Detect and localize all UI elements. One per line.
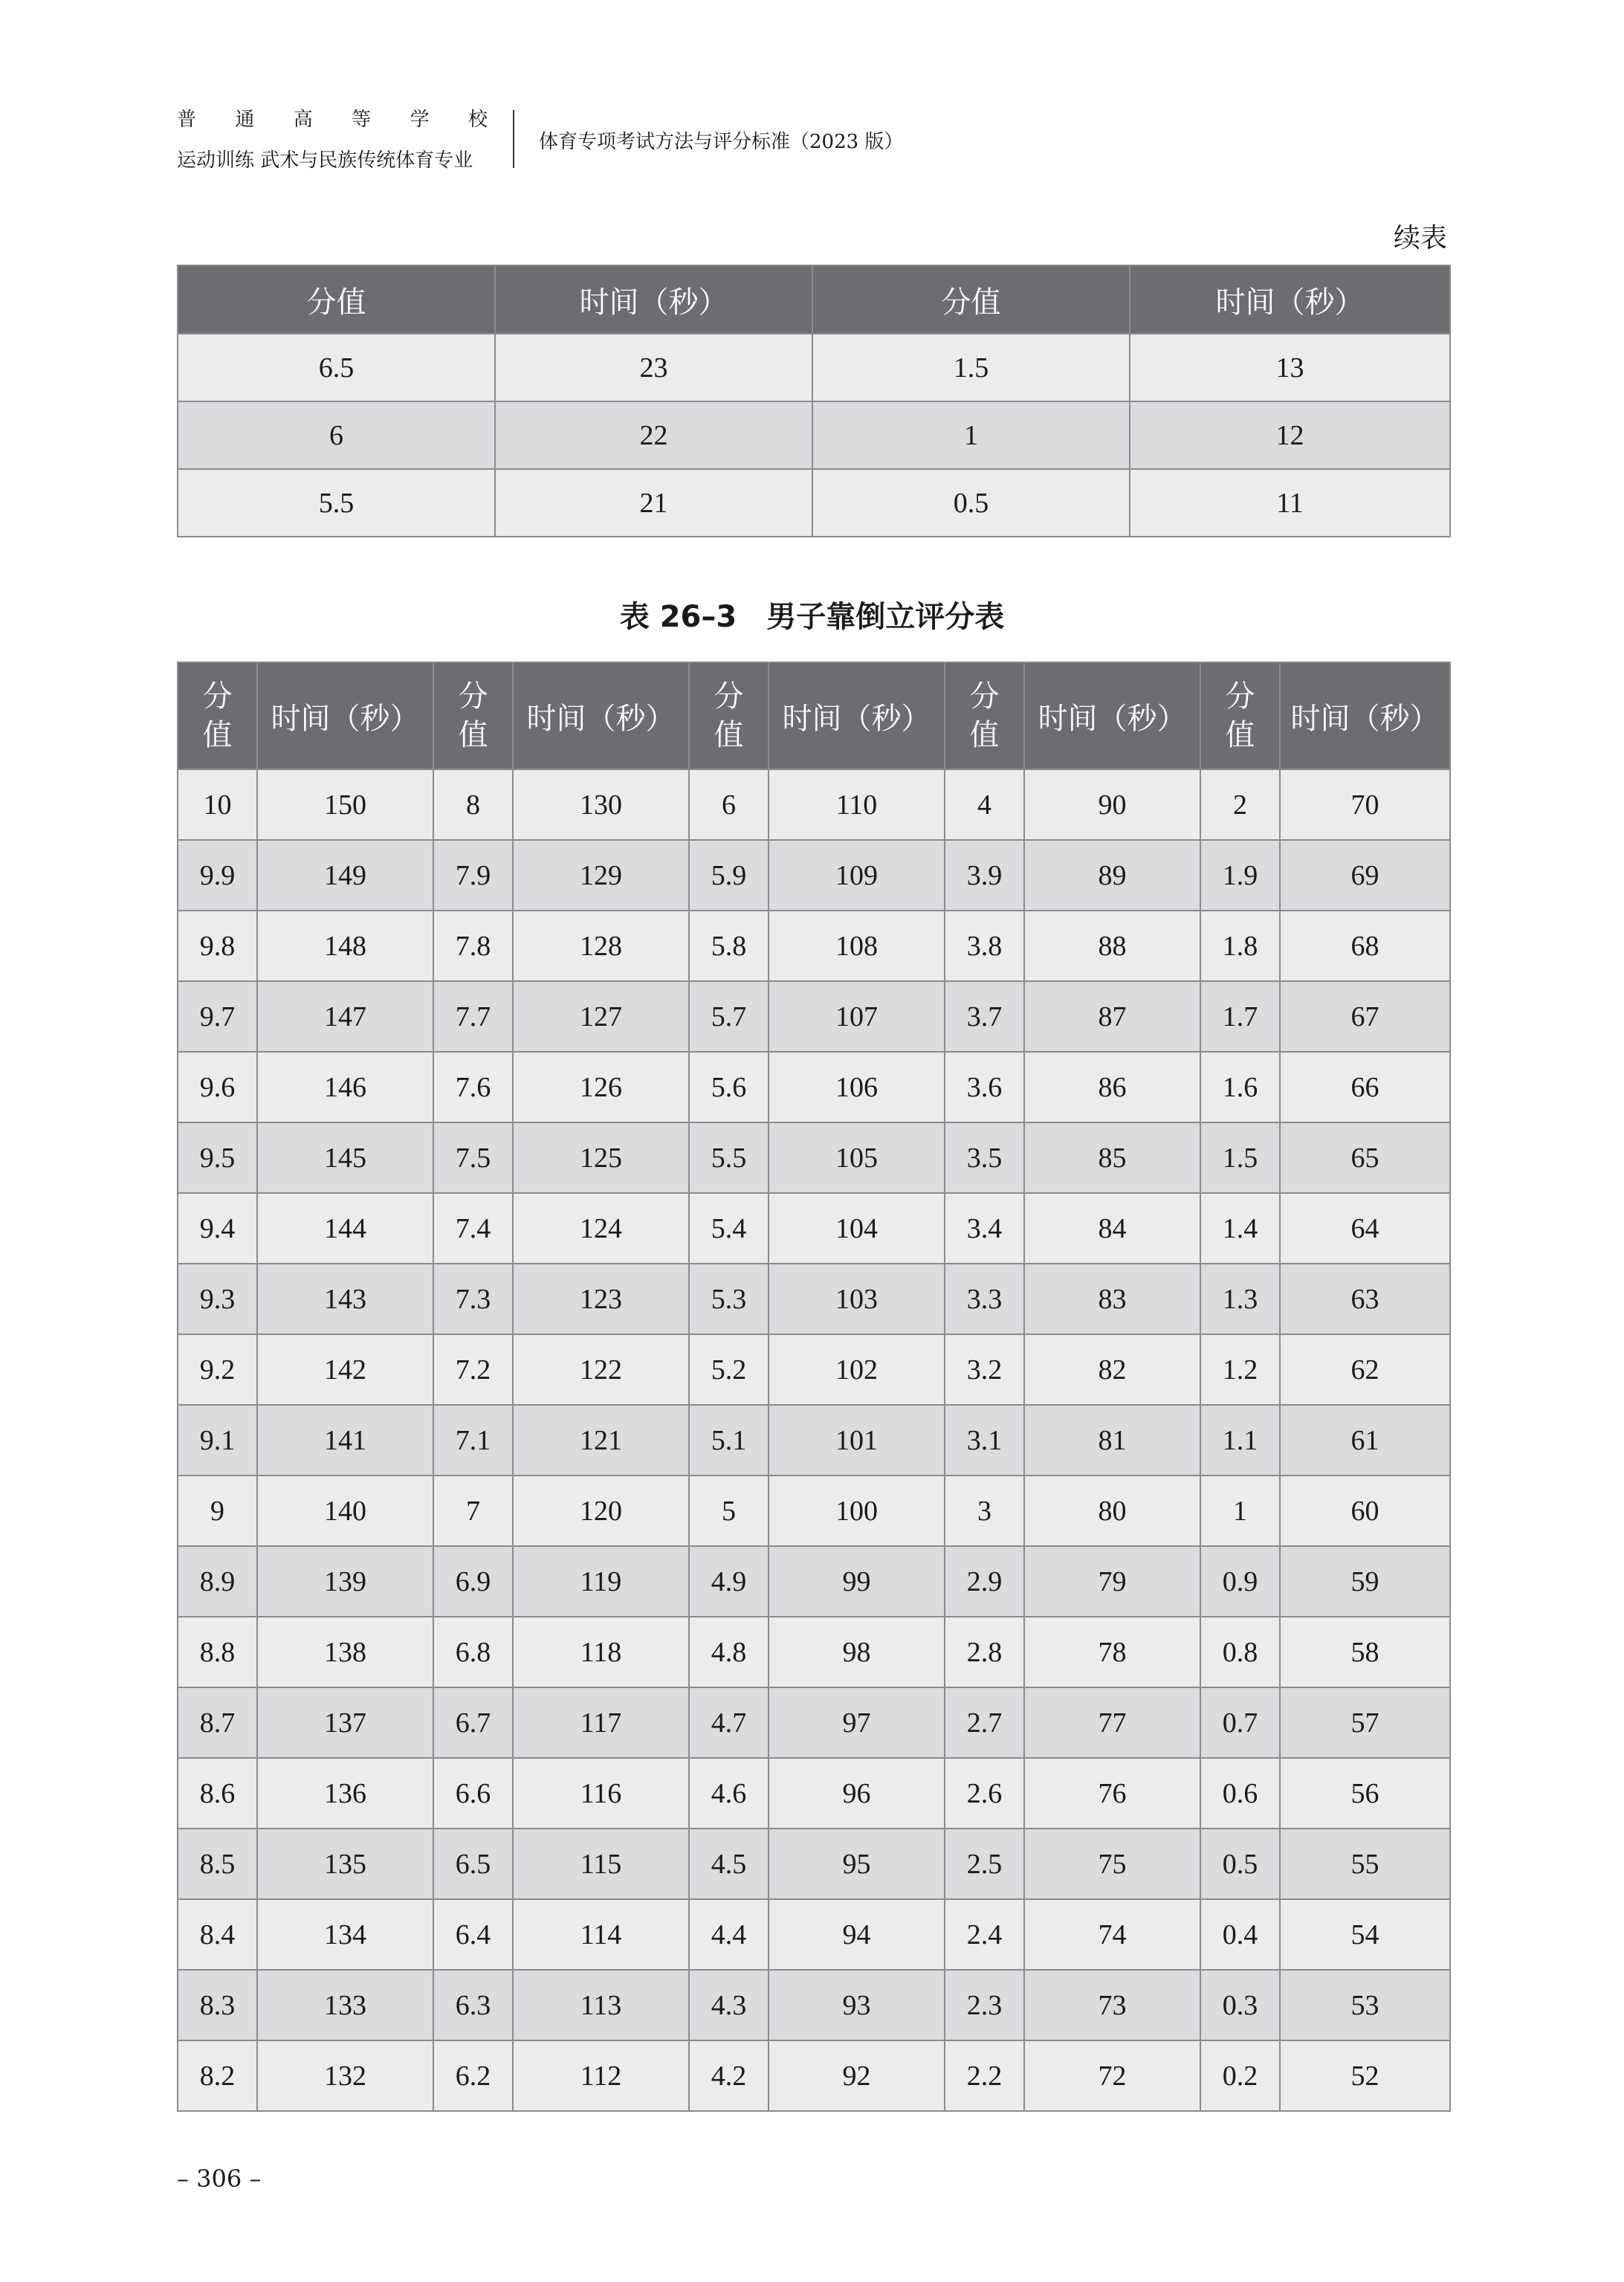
table-row — [178, 334, 1450, 401]
score-cell: 3.4 — [945, 1193, 1024, 1264]
score-cell: 7.4 — [433, 1193, 513, 1264]
time-cell: 62 — [1280, 1334, 1450, 1405]
time-header: 时间（秒） — [495, 265, 812, 334]
score-header: 分 值 — [689, 662, 769, 769]
time-cell: 150 — [257, 769, 433, 840]
time-cell: 108 — [769, 911, 945, 981]
time-header: 时间（秒） — [1130, 265, 1450, 334]
score-cell: 5.9 — [689, 840, 769, 911]
score-cell: 0.5 — [812, 469, 1130, 537]
time-cell: 110 — [769, 769, 945, 840]
time-cell: 137 — [257, 1687, 433, 1758]
header-divider — [513, 110, 514, 168]
table-row — [178, 469, 1450, 537]
time-cell: 95 — [769, 1829, 945, 1899]
score-cell: 6.5 — [433, 1829, 513, 1899]
time-cell: 118 — [513, 1617, 689, 1687]
time-cell: 81 — [1024, 1405, 1200, 1475]
score-cell: 8.8 — [178, 1617, 257, 1687]
score-cell: 2.7 — [945, 1687, 1024, 1758]
time-header: 时间（秒） — [1280, 662, 1450, 769]
time-cell: 105 — [769, 1122, 945, 1193]
time-header: 时间（秒） — [1024, 662, 1200, 769]
score-cell: 8.6 — [178, 1758, 257, 1829]
score-cell: 5.6 — [689, 1052, 769, 1122]
table-row — [178, 1758, 1450, 1829]
score-cell: 8.2 — [178, 2040, 257, 2111]
score-cell: 1.1 — [1200, 1405, 1280, 1475]
time-cell: 124 — [513, 1193, 689, 1264]
score-cell: 6.5 — [178, 334, 495, 401]
score-cell: 3.6 — [945, 1052, 1024, 1122]
time-cell: 61 — [1280, 1405, 1450, 1475]
table-header-row — [178, 662, 1450, 769]
score-cell: 1.6 — [1200, 1052, 1280, 1122]
score-cell: 2.2 — [945, 2040, 1024, 2111]
time-cell: 65 — [1280, 1122, 1450, 1193]
time-cell: 134 — [257, 1899, 433, 1970]
score-cell: 9.3 — [178, 1264, 257, 1334]
score-cell: 6.4 — [433, 1899, 513, 1970]
time-cell: 11 — [1130, 469, 1450, 537]
time-cell: 59 — [1280, 1546, 1450, 1617]
score-cell: 3.5 — [945, 1122, 1024, 1193]
header-left — [177, 104, 489, 172]
time-cell: 120 — [513, 1475, 689, 1546]
time-cell: 129 — [513, 840, 689, 911]
header-school-name: 普 通 高 等 学 校 — [177, 109, 488, 131]
table-row — [178, 1617, 1450, 1687]
score-cell: 8.7 — [178, 1687, 257, 1758]
time-cell: 12 — [1130, 401, 1450, 469]
handstand-score-table — [177, 662, 1451, 2112]
time-cell: 119 — [513, 1546, 689, 1617]
time-cell: 83 — [1024, 1264, 1200, 1334]
time-cell: 60 — [1280, 1475, 1450, 1546]
score-cell: 1.5 — [1200, 1122, 1280, 1193]
page-number: – 306 – — [177, 2165, 262, 2193]
score-header: 分值 — [812, 265, 1130, 334]
score-cell: 1 — [812, 401, 1130, 469]
time-cell: 67 — [1280, 981, 1450, 1052]
score-header: 分 值 — [945, 662, 1024, 769]
time-cell: 21 — [495, 469, 812, 537]
time-cell: 75 — [1024, 1829, 1200, 1899]
score-cell: 5.4 — [689, 1193, 769, 1264]
score-cell: 4.7 — [689, 1687, 769, 1758]
score-cell: 0.3 — [1200, 1970, 1280, 2040]
time-header: 时间（秒） — [769, 662, 945, 769]
score-cell: 6.7 — [433, 1687, 513, 1758]
score-cell: 2 — [1200, 769, 1280, 840]
table-row — [178, 1899, 1450, 1970]
score-cell: 4.8 — [689, 1617, 769, 1687]
table-row — [178, 1687, 1450, 1758]
table-body — [178, 769, 1450, 2111]
score-cell: 0.9 — [1200, 1546, 1280, 1617]
header-book-title: 体育专项考试方法与评分标准（2023 版） — [539, 131, 904, 153]
score-cell: 9.1 — [178, 1405, 257, 1475]
score-cell: 4.6 — [689, 1758, 769, 1829]
time-cell: 149 — [257, 840, 433, 911]
time-cell: 88 — [1024, 911, 1200, 981]
time-cell: 132 — [257, 2040, 433, 2111]
score-cell: 4.4 — [689, 1899, 769, 1970]
time-cell: 138 — [257, 1617, 433, 1687]
table-header-row — [178, 265, 1450, 334]
time-cell: 109 — [769, 840, 945, 911]
score-cell: 6.8 — [433, 1617, 513, 1687]
time-cell: 135 — [257, 1829, 433, 1899]
score-cell: 1.9 — [1200, 840, 1280, 911]
score-cell: 3.9 — [945, 840, 1024, 911]
time-cell: 77 — [1024, 1687, 1200, 1758]
table-row — [178, 401, 1450, 469]
time-cell: 112 — [513, 2040, 689, 2111]
time-cell: 122 — [513, 1334, 689, 1405]
score-cell: 3.1 — [945, 1405, 1024, 1475]
score-header: 分 值 — [433, 662, 513, 769]
score-cell: 3.3 — [945, 1264, 1024, 1334]
time-cell: 126 — [513, 1052, 689, 1122]
time-cell: 100 — [769, 1475, 945, 1546]
score-cell: 1.3 — [1200, 1264, 1280, 1334]
time-cell: 79 — [1024, 1546, 1200, 1617]
score-cell: 4.9 — [689, 1546, 769, 1617]
continued-table-label: 续表 — [1393, 223, 1447, 253]
time-cell: 55 — [1280, 1829, 1450, 1899]
table-row — [178, 1829, 1450, 1899]
score-cell: 5 — [689, 1475, 769, 1546]
time-cell: 53 — [1280, 1970, 1450, 2040]
score-cell: 8.9 — [178, 1546, 257, 1617]
score-cell: 2.4 — [945, 1899, 1024, 1970]
table-row — [178, 1052, 1450, 1122]
score-cell: 9.6 — [178, 1052, 257, 1122]
time-cell: 63 — [1280, 1264, 1450, 1334]
score-cell: 4 — [945, 769, 1024, 840]
score-cell: 6.9 — [433, 1546, 513, 1617]
score-cell: 0.8 — [1200, 1617, 1280, 1687]
time-cell: 142 — [257, 1334, 433, 1405]
time-cell: 74 — [1024, 1899, 1200, 1970]
time-cell: 101 — [769, 1405, 945, 1475]
time-header: 时间（秒） — [513, 662, 689, 769]
score-cell: 7.5 — [433, 1122, 513, 1193]
table-row — [178, 911, 1450, 981]
score-cell: 1.7 — [1200, 981, 1280, 1052]
score-cell: 5.8 — [689, 911, 769, 981]
time-cell: 98 — [769, 1617, 945, 1687]
time-cell: 84 — [1024, 1193, 1200, 1264]
score-cell: 7.3 — [433, 1264, 513, 1334]
score-cell: 6 — [689, 769, 769, 840]
score-cell: 5.1 — [689, 1405, 769, 1475]
score-cell: 4.2 — [689, 2040, 769, 2111]
time-cell: 113 — [513, 1970, 689, 2040]
time-header: 时间（秒） — [257, 662, 433, 769]
time-cell: 148 — [257, 911, 433, 981]
score-cell: 6.3 — [433, 1970, 513, 2040]
time-cell: 78 — [1024, 1617, 1200, 1687]
time-cell: 76 — [1024, 1758, 1200, 1829]
time-cell: 64 — [1280, 1193, 1450, 1264]
table-row — [178, 1334, 1450, 1405]
score-cell: 3.8 — [945, 911, 1024, 981]
score-cell: 5.3 — [689, 1264, 769, 1334]
score-cell: 8.5 — [178, 1829, 257, 1899]
continued-score-table — [177, 265, 1451, 537]
time-cell: 90 — [1024, 769, 1200, 840]
time-cell: 140 — [257, 1475, 433, 1546]
time-cell: 116 — [513, 1758, 689, 1829]
time-cell: 117 — [513, 1687, 689, 1758]
time-cell: 130 — [513, 769, 689, 840]
score-cell: 1.8 — [1200, 911, 1280, 981]
time-cell: 87 — [1024, 981, 1200, 1052]
score-cell: 9.8 — [178, 911, 257, 981]
table-row — [178, 1193, 1450, 1264]
time-cell: 102 — [769, 1334, 945, 1405]
table-row — [178, 1122, 1450, 1193]
time-cell: 52 — [1280, 2040, 1450, 2111]
time-cell: 144 — [257, 1193, 433, 1264]
time-cell: 82 — [1024, 1334, 1200, 1405]
score-cell: 7.9 — [433, 840, 513, 911]
table-row — [178, 1546, 1450, 1617]
time-cell: 13 — [1130, 334, 1450, 401]
time-cell: 89 — [1024, 840, 1200, 911]
time-cell: 54 — [1280, 1899, 1450, 1970]
score-cell: 7.7 — [433, 981, 513, 1052]
score-cell: 7.2 — [433, 1334, 513, 1405]
score-cell: 7.1 — [433, 1405, 513, 1475]
time-cell: 104 — [769, 1193, 945, 1264]
score-cell: 5.7 — [689, 981, 769, 1052]
score-cell: 9.9 — [178, 840, 257, 911]
time-cell: 147 — [257, 981, 433, 1052]
score-cell: 9.5 — [178, 1122, 257, 1193]
table-row — [178, 769, 1450, 840]
time-cell: 115 — [513, 1829, 689, 1899]
score-cell: 3.2 — [945, 1334, 1024, 1405]
table-row — [178, 2040, 1450, 2111]
score-cell: 0.6 — [1200, 1758, 1280, 1829]
time-cell: 73 — [1024, 1970, 1200, 2040]
score-cell: 3.7 — [945, 981, 1024, 1052]
time-cell: 133 — [257, 1970, 433, 2040]
score-cell: 7.8 — [433, 911, 513, 981]
table-body — [178, 334, 1450, 537]
score-cell: 5.5 — [178, 469, 495, 537]
score-cell: 0.2 — [1200, 2040, 1280, 2111]
time-cell: 127 — [513, 981, 689, 1052]
time-cell: 72 — [1024, 2040, 1200, 2111]
table-row — [178, 1405, 1450, 1475]
table-row — [178, 1475, 1450, 1546]
score-cell: 2.8 — [945, 1617, 1024, 1687]
score-cell: 5.2 — [689, 1334, 769, 1405]
time-cell: 22 — [495, 401, 812, 469]
time-cell: 121 — [513, 1405, 689, 1475]
score-cell: 6 — [178, 401, 495, 469]
table-row — [178, 840, 1450, 911]
time-cell: 123 — [513, 1264, 689, 1334]
score-cell: 0.4 — [1200, 1899, 1280, 1970]
score-cell: 9.2 — [178, 1334, 257, 1405]
time-cell: 128 — [513, 911, 689, 981]
time-cell: 97 — [769, 1687, 945, 1758]
time-cell: 69 — [1280, 840, 1450, 911]
time-cell: 99 — [769, 1546, 945, 1617]
score-cell: 8 — [433, 769, 513, 840]
score-cell: 2.9 — [945, 1546, 1024, 1617]
score-header: 分值 — [178, 265, 495, 334]
time-cell: 66 — [1280, 1052, 1450, 1122]
score-cell: 0.7 — [1200, 1687, 1280, 1758]
score-cell: 4.5 — [689, 1829, 769, 1899]
time-cell: 143 — [257, 1264, 433, 1334]
time-cell: 141 — [257, 1405, 433, 1475]
time-cell: 70 — [1280, 769, 1450, 840]
score-cell: 2.6 — [945, 1758, 1024, 1829]
table-row — [178, 1264, 1450, 1334]
table-row — [178, 1970, 1450, 2040]
time-cell: 68 — [1280, 911, 1450, 981]
time-cell: 57 — [1280, 1687, 1450, 1758]
time-cell: 114 — [513, 1899, 689, 1970]
time-cell: 94 — [769, 1899, 945, 1970]
time-cell: 103 — [769, 1264, 945, 1334]
time-cell: 146 — [257, 1052, 433, 1122]
score-cell: 7 — [433, 1475, 513, 1546]
time-cell: 93 — [769, 1970, 945, 2040]
score-cell: 5.5 — [689, 1122, 769, 1193]
table-row — [178, 981, 1450, 1052]
score-cell: 0.5 — [1200, 1829, 1280, 1899]
score-cell: 9.4 — [178, 1193, 257, 1264]
header-major: 运动训练 武术与民族传统体育专业 — [177, 149, 473, 172]
score-cell: 6.2 — [433, 2040, 513, 2111]
time-cell: 85 — [1024, 1122, 1200, 1193]
score-cell: 1.4 — [1200, 1193, 1280, 1264]
score-cell: 9.7 — [178, 981, 257, 1052]
time-cell: 107 — [769, 981, 945, 1052]
time-cell: 56 — [1280, 1758, 1450, 1829]
score-cell: 9 — [178, 1475, 257, 1546]
score-cell: 1.5 — [812, 334, 1130, 401]
score-cell: 1 — [1200, 1475, 1280, 1546]
score-cell: 8.3 — [178, 1970, 257, 2040]
time-cell: 58 — [1280, 1617, 1450, 1687]
score-cell: 6.6 — [433, 1758, 513, 1829]
time-cell: 92 — [769, 2040, 945, 2111]
score-header: 分 值 — [178, 662, 257, 769]
time-cell: 136 — [257, 1758, 433, 1829]
score-cell: 1.2 — [1200, 1334, 1280, 1405]
score-cell: 2.3 — [945, 1970, 1024, 2040]
score-cell: 8.4 — [178, 1899, 257, 1970]
time-cell: 23 — [495, 334, 812, 401]
score-cell: 7.6 — [433, 1052, 513, 1122]
score-header: 分 值 — [1200, 662, 1280, 769]
time-cell: 145 — [257, 1122, 433, 1193]
score-cell: 4.3 — [689, 1970, 769, 2040]
score-cell: 3 — [945, 1475, 1024, 1546]
score-cell: 2.5 — [945, 1829, 1024, 1899]
time-cell: 139 — [257, 1546, 433, 1617]
score-cell: 10 — [178, 769, 257, 840]
time-cell: 106 — [769, 1052, 945, 1122]
time-cell: 80 — [1024, 1475, 1200, 1546]
time-cell: 86 — [1024, 1052, 1200, 1122]
time-cell: 125 — [513, 1122, 689, 1193]
time-cell: 96 — [769, 1758, 945, 1829]
table-caption: 表 26–3 男子靠倒立评分表 — [619, 600, 1005, 634]
